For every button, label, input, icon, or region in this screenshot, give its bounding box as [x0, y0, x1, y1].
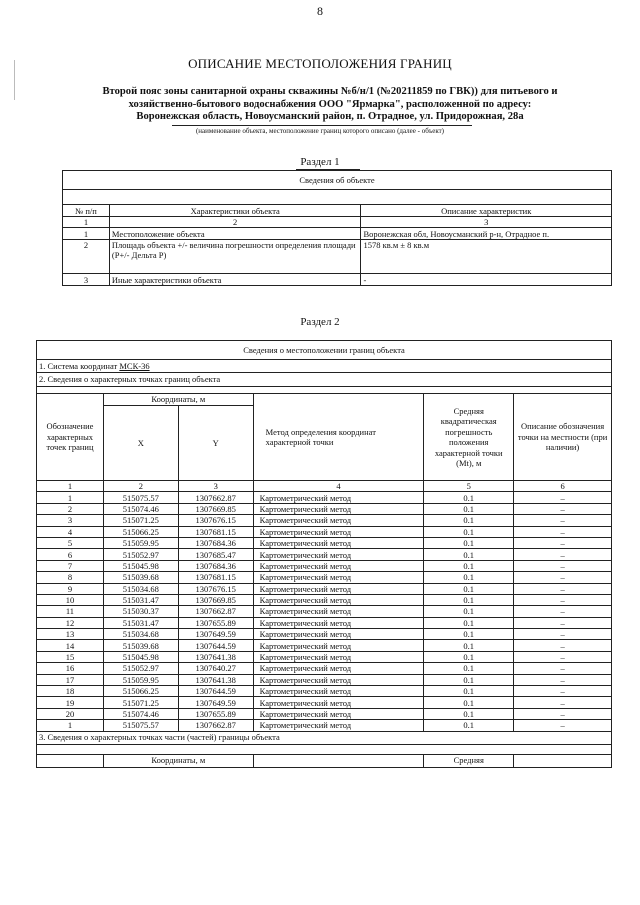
table-row — [37, 492, 612, 503]
descr-cell: – — [514, 526, 612, 537]
table-row — [37, 515, 612, 526]
idx-cell: 4 — [253, 481, 424, 492]
coord-system-row — [37, 360, 612, 373]
coord-y: 1307684.36 — [178, 537, 253, 548]
coord-system-value: МСК-36 — [119, 360, 150, 371]
parts-col-descr — [514, 754, 612, 767]
col-char-header: Характеристики объекта — [109, 205, 361, 217]
coord-y: 1307644.59 — [178, 640, 253, 651]
parts-label: 3. Сведения о характерных точках части (частей) границы объекта — [37, 731, 612, 744]
coord-x: 515052.97 — [103, 663, 178, 674]
accuracy-cell: 0.1 — [424, 674, 514, 685]
subject-block — [60, 86, 600, 124]
row-num: 2 — [63, 240, 110, 274]
coord-y: 1307655.89 — [178, 708, 253, 719]
accuracy-cell: 0.1 — [424, 537, 514, 548]
descr-cell: – — [514, 674, 612, 685]
accuracy-cell: 0.1 — [424, 640, 514, 651]
parts-spacer — [37, 744, 612, 754]
method-cell: Картометрический метод — [253, 549, 424, 560]
method-cell: Картометрический метод — [253, 651, 424, 662]
coord-x: 515074.46 — [103, 708, 178, 719]
accuracy-cell: 0.1 — [424, 492, 514, 503]
method-cell: Картометрический метод — [253, 572, 424, 583]
coord-y: 1307681.15 — [178, 526, 253, 537]
table-row — [63, 274, 612, 286]
method-cell: Картометрический метод — [253, 708, 424, 719]
point-number: 8 — [37, 572, 104, 583]
accuracy-cell: 0.1 — [424, 515, 514, 526]
accuracy-cell: 0.1 — [424, 594, 514, 605]
descr-cell: – — [514, 686, 612, 697]
section1-spacer — [63, 190, 612, 205]
parts-col-method — [253, 754, 424, 767]
coord-y: 1307662.87 — [178, 720, 253, 731]
table-row — [37, 720, 612, 731]
method-cell: Картометрический метод — [253, 617, 424, 628]
point-number: 16 — [37, 663, 104, 674]
row-num: 3 — [63, 274, 110, 286]
section2-header: Сведения о местоположении границ объекта — [37, 341, 612, 360]
accuracy-cell: 0.1 — [424, 697, 514, 708]
parts-col-accuracy: Средняя — [424, 754, 514, 767]
section2-title: Раздел 2 — [300, 316, 340, 328]
point-number: 19 — [37, 697, 104, 708]
points-label: 2. Сведения о характерных точках границ объекта — [37, 373, 612, 387]
point-number: 10 — [37, 594, 104, 605]
table-row — [37, 640, 612, 651]
idx-cell: 5 — [424, 481, 514, 492]
point-number: 13 — [37, 629, 104, 640]
table-row — [37, 629, 612, 640]
idx-cell: 3 — [361, 217, 612, 228]
coord-y: 1307649.59 — [178, 629, 253, 640]
coord-y: 1307669.85 — [178, 594, 253, 605]
table-row — [37, 708, 612, 719]
points-spacer — [37, 387, 612, 394]
coord-x: 515066.25 — [103, 526, 178, 537]
accuracy-cell: 0.1 — [424, 663, 514, 674]
boundary-points-table — [36, 340, 612, 768]
point-number: 6 — [37, 549, 104, 560]
row-value: - — [361, 274, 612, 286]
coord-x: 515039.68 — [103, 572, 178, 583]
coord-x: 515059.95 — [103, 674, 178, 685]
accuracy-cell: 0.1 — [424, 560, 514, 571]
descr-cell: – — [514, 708, 612, 719]
descr-cell: – — [514, 503, 612, 514]
method-cell: Картометрический метод — [253, 526, 424, 537]
table-row — [37, 651, 612, 662]
table-row — [37, 674, 612, 685]
method-cell: Картометрический метод — [253, 697, 424, 708]
table-row — [37, 583, 612, 594]
coord-x: 515034.68 — [103, 583, 178, 594]
coord-y: 1307676.15 — [178, 515, 253, 526]
row-name: Площадь объекта +/- величина погрешности определения площади (Р+/- Дельта Р) — [109, 240, 361, 274]
table-row — [37, 594, 612, 605]
table-row — [37, 537, 612, 548]
point-number: 18 — [37, 686, 104, 697]
point-number: 20 — [37, 708, 104, 719]
method-cell: Картометрический метод — [253, 515, 424, 526]
accuracy-cell: 0.1 — [424, 708, 514, 719]
descr-cell: – — [514, 583, 612, 594]
coord-y: 1307640.27 — [178, 663, 253, 674]
point-number: 1 — [37, 492, 104, 503]
coord-x: 515071.25 — [103, 697, 178, 708]
table-row — [63, 240, 612, 274]
col-desc-header: Описание характеристик — [361, 205, 612, 217]
descr-cell: – — [514, 515, 612, 526]
point-number: 2 — [37, 503, 104, 514]
descr-cell: – — [514, 572, 612, 583]
row-name: Местоположение объекта — [109, 228, 361, 240]
point-number: 7 — [37, 560, 104, 571]
method-cell: Картометрический метод — [253, 503, 424, 514]
coord-x: 515052.97 — [103, 549, 178, 560]
method-cell: Картометрический метод — [253, 686, 424, 697]
page-number: 8 — [317, 4, 323, 18]
idx-cell: 3 — [178, 481, 253, 492]
coord-x: 515031.47 — [103, 617, 178, 628]
accuracy-cell: 0.1 — [424, 549, 514, 560]
coord-y: 1307681.15 — [178, 572, 253, 583]
row-value: 1578 кв.м ± 8 кв.м — [361, 240, 612, 274]
method-cell: Картометрический метод — [253, 640, 424, 651]
method-cell: Картометрический метод — [253, 720, 424, 731]
descr-cell: – — [514, 651, 612, 662]
descr-cell: – — [514, 720, 612, 731]
subject-caption: (наименование объекта, местоположение границ которого описано (далее - объект) — [195, 127, 445, 135]
coord-x: 515066.25 — [103, 686, 178, 697]
point-number: 14 — [37, 640, 104, 651]
descr-cell: – — [514, 549, 612, 560]
table-row — [37, 572, 612, 583]
row-name: Иные характеристики объекта — [109, 274, 361, 286]
subject-underline — [172, 125, 472, 126]
method-cell: Картометрический метод — [253, 663, 424, 674]
coord-y: 1307676.15 — [178, 583, 253, 594]
accuracy-cell: 0.1 — [424, 629, 514, 640]
method-cell: Картометрический метод — [253, 560, 424, 571]
coord-x: 515074.46 — [103, 503, 178, 514]
point-number: 15 — [37, 651, 104, 662]
coord-x: 515031.47 — [103, 594, 178, 605]
descr-cell: – — [514, 617, 612, 628]
idx-cell: 2 — [103, 481, 178, 492]
accuracy-cell: 0.1 — [424, 503, 514, 514]
coord-y: 1307641.38 — [178, 651, 253, 662]
table-row — [37, 606, 612, 617]
accuracy-cell: 0.1 — [424, 617, 514, 628]
parts-col-point — [37, 754, 104, 767]
table-row — [37, 503, 612, 514]
method-cell: Картометрический метод — [253, 629, 424, 640]
point-number: 12 — [37, 617, 104, 628]
point-number: 9 — [37, 583, 104, 594]
accuracy-cell: 0.1 — [424, 686, 514, 697]
coord-y: 1307662.87 — [178, 492, 253, 503]
col-accuracy-header: Средняя квадратическая погрешность положения характерной точки (Mt), м — [424, 394, 514, 481]
col-x-header: X — [103, 405, 178, 481]
point-number: 1 — [37, 720, 104, 731]
coord-x: 515039.68 — [103, 640, 178, 651]
section1-header: Сведения об объекте — [63, 171, 612, 190]
descr-cell: – — [514, 663, 612, 674]
col-method-header: Метод определения координат характерной точки — [253, 394, 424, 481]
descr-cell: – — [514, 697, 612, 708]
coord-x: 515034.68 — [103, 629, 178, 640]
coord-y: 1307662.87 — [178, 606, 253, 617]
table-row — [37, 686, 612, 697]
subject-line-1: Второй пояс зоны санитарной охраны скважины №б/н/1 (№20211859 по ГВК)) для питьевого и — [102, 86, 558, 97]
accuracy-cell: 0.1 — [424, 606, 514, 617]
coord-y: 1307684.36 — [178, 560, 253, 571]
idx-cell: 6 — [514, 481, 612, 492]
point-number: 5 — [37, 537, 104, 548]
descr-cell: – — [514, 537, 612, 548]
coord-x: 515075.57 — [103, 492, 178, 503]
coord-x: 515071.25 — [103, 515, 178, 526]
coord-y: 1307685.47 — [178, 549, 253, 560]
method-cell: Картометрический метод — [253, 583, 424, 594]
coord-y: 1307655.89 — [178, 617, 253, 628]
row-value: Воронежская обл, Новоусманский р-н, Отрадное п. — [361, 228, 612, 240]
subject-line-2: хозяйственно-бытового водоснабжения ООО "Ярмарка", расположенной по адресу: — [128, 98, 532, 110]
idx-cell: 2 — [109, 217, 361, 228]
method-cell: Картометрический метод — [253, 674, 424, 685]
section1-title: Раздел 1 — [300, 156, 340, 168]
coord-x: 515075.57 — [103, 720, 178, 731]
coord-y: 1307669.85 — [178, 503, 253, 514]
descr-cell: – — [514, 640, 612, 651]
accuracy-cell: 0.1 — [424, 526, 514, 537]
coord-x: 515045.98 — [103, 560, 178, 571]
table-row — [37, 663, 612, 674]
table-row — [37, 697, 612, 708]
table-row — [63, 228, 612, 240]
accuracy-cell: 0.1 — [424, 572, 514, 583]
col-num-header: № п/п — [63, 205, 110, 217]
descr-cell: – — [514, 492, 612, 503]
accuracy-cell: 0.1 — [424, 583, 514, 594]
col-y-header: Y — [178, 405, 253, 481]
point-number: 3 — [37, 515, 104, 526]
method-cell: Картометрический метод — [253, 492, 424, 503]
accuracy-cell: 0.1 — [424, 720, 514, 731]
coord-x: 515045.98 — [103, 651, 178, 662]
accuracy-cell: 0.1 — [424, 651, 514, 662]
idx-cell: 1 — [63, 217, 110, 228]
descr-cell: – — [514, 629, 612, 640]
point-number: 4 — [37, 526, 104, 537]
row-num: 1 — [63, 228, 110, 240]
coord-x: 515059.95 — [103, 537, 178, 548]
points-body — [37, 492, 612, 731]
table-row — [37, 526, 612, 537]
table-row — [37, 560, 612, 571]
table-row — [37, 549, 612, 560]
parts-col-coords: Координаты, м — [103, 754, 253, 767]
col-descr-header: Описание обозначения точки на местности (при наличии) — [514, 394, 612, 481]
method-cell: Картометрический метод — [253, 594, 424, 605]
coord-x: 515030.37 — [103, 606, 178, 617]
descr-cell: – — [514, 606, 612, 617]
col-point-header: Обозначение характерных точек границ — [37, 394, 104, 481]
method-cell: Картометрический метод — [253, 537, 424, 548]
descr-cell: – — [514, 560, 612, 571]
coord-system-label: 1. Система координат — [39, 360, 118, 371]
descr-cell: – — [514, 594, 612, 605]
page-title: ОПИСАНИЕ МЕСТОПОЛОЖЕНИЯ ГРАНИЦ — [188, 56, 452, 71]
subject-line-3: Воронежская область, Новоусманский район, п. Отрадное, ул. Придорожная, 28а — [136, 111, 524, 122]
coord-y: 1307644.59 — [178, 686, 253, 697]
idx-cell: 1 — [37, 481, 104, 492]
table-row — [37, 617, 612, 628]
coord-y: 1307649.59 — [178, 697, 253, 708]
point-number: 11 — [37, 606, 104, 617]
object-info-table — [62, 170, 612, 286]
col-coords-header: Координаты, м — [103, 394, 253, 406]
method-cell: Картометрический метод — [253, 606, 424, 617]
coord-y: 1307641.38 — [178, 674, 253, 685]
point-number: 17 — [37, 674, 104, 685]
